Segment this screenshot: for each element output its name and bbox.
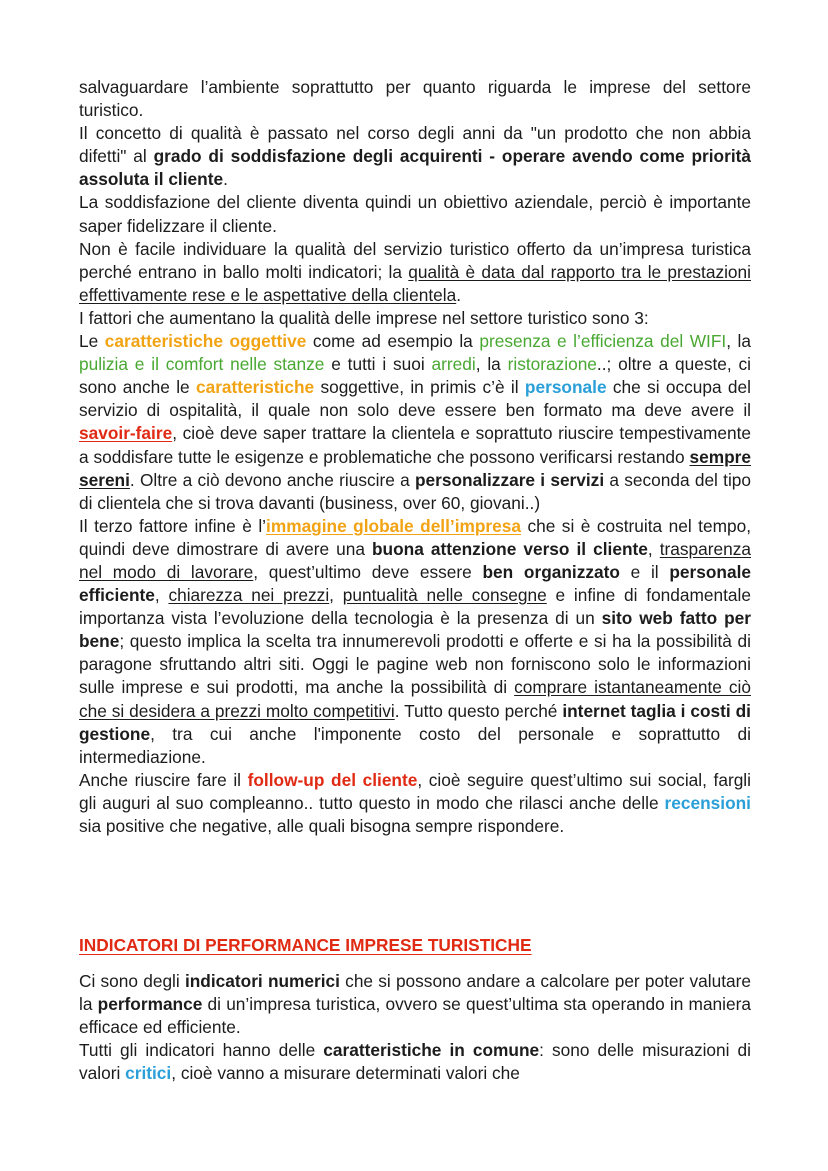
text-run: , la xyxy=(475,354,508,375)
text-run: a seconda del tipo di clientela che si trova davanti (business, over 60, giovani..) xyxy=(79,469,752,513)
text-run: Tutti gli indicatori hanno delle xyxy=(79,1040,324,1061)
document-page xyxy=(79,76,752,1084)
underlined-text: comprare istantaneamente ciò che si desidera a prezzi molto competitivi xyxy=(79,677,751,721)
text-run: , cioè seguire quest’ultimo sui social, fargli gli auguri al suo compleanno.. tutto questo in modo che rilasci anche delle xyxy=(79,769,751,813)
bold-text: ben organizzato xyxy=(482,561,620,582)
bold-text: personalizzare i servizi xyxy=(414,469,605,490)
paragraph-concetto-qualita xyxy=(79,122,751,191)
text-run: , xyxy=(154,585,169,606)
text-run: soggettive, in primis c’è il xyxy=(314,377,525,398)
bold-text: caratteristiche in comune xyxy=(323,1040,540,1061)
text-run: , cioè vanno a misurare determinati valori che xyxy=(171,1063,520,1084)
bold-text: performance xyxy=(97,994,203,1015)
text-run: che si occupa del servizio di ospitalità, il quale non solo deve essere ben formato ma deve avere il xyxy=(79,377,751,421)
text-run: sia positive che negative, alle quali bisogna sempre rispondere. xyxy=(79,816,565,836)
paragraph-indicatori-numerici xyxy=(79,970,751,1039)
text-run: . Tutto questo perché xyxy=(394,700,563,721)
paragraph-fattori xyxy=(79,307,751,330)
underlined-text: puntualità nelle consegne xyxy=(342,585,547,606)
underlined-text: chiarezza nei prezzi xyxy=(168,585,330,606)
bold-text: sito web fatto per bene xyxy=(79,608,751,652)
text-run: come ad esempio la xyxy=(306,331,480,352)
text-run: ..; oltre a queste, ci sono anche le xyxy=(79,354,751,398)
bold-text: internet taglia i costi di gestione xyxy=(79,700,751,744)
text-run: che si è costruita nel tempo, quindi deve dimostrare di avere una xyxy=(79,515,751,559)
paragraph-follow-up xyxy=(79,769,751,838)
text-run: di un’impresa turistica, ovvero se quest’ultima sta operando in maniera efficace ed efficiente. xyxy=(79,994,751,1038)
text-run: La soddisfazione del cliente diventa quindi un obiettivo aziendale, perciò è importante saper fidelizzare il cliente. xyxy=(79,192,751,236)
text-run: salvaguardare l’ambiente soprattutto per quanto riguarda le imprese del settore turistico. xyxy=(79,77,751,121)
highlight-orange: caratteristiche oggettive xyxy=(104,331,307,352)
text-run: , cioè deve saper trattare la clientela e soprattuto riuscire tempestivamente a soddisfare tutte le esigenze e problematiche che possono verificarsi restando xyxy=(79,423,751,467)
text-run: , tra cui anche l'imponente costo del personale e soprattutto di intermediazione. xyxy=(79,723,751,767)
section-heading: INDICATORI DI PERFORMANCE IMPRESE TURISTICHE xyxy=(79,935,532,955)
paragraph-soddisfazione xyxy=(79,191,751,237)
text-run: , xyxy=(647,538,660,559)
highlight-green: arredi xyxy=(431,354,476,375)
text-run: Ci sono degli xyxy=(79,971,185,991)
text-run: . xyxy=(456,284,462,305)
highlight-blue: critici xyxy=(125,1063,172,1084)
text-run: e tutti i suoi xyxy=(324,354,432,375)
highlight-blue: recensioni xyxy=(664,792,751,813)
bold-text: buona attenzione verso il cliente xyxy=(371,538,648,559)
paragraph-caratteristiche xyxy=(79,330,751,515)
text-run: Le xyxy=(79,331,105,352)
paragraph-terzo-fattore xyxy=(79,515,751,769)
highlight-orange: caratteristiche xyxy=(195,377,315,398)
text-run: , quest’ultimo deve essere xyxy=(253,561,483,582)
text-run: che si possono andare a calcolare per poter valutare la xyxy=(79,971,751,1015)
highlight-red: follow-up del cliente xyxy=(247,769,418,790)
text-run: , la xyxy=(726,331,752,352)
text-run: . xyxy=(223,169,228,190)
paragraph-servizio-turistico xyxy=(79,238,751,307)
bold-underlined-text: sereni xyxy=(79,469,130,490)
section-body xyxy=(79,970,751,1085)
bold-underlined-text: sempre xyxy=(689,446,751,467)
highlight-green: ristorazione xyxy=(507,354,597,375)
text-run: Non è facile individuare la qualità del servizio turistico offerto da un’impresa turistica perché entrano in ballo molti indicatori; la xyxy=(79,238,751,282)
paragraph-caratteristiche-comuni xyxy=(79,1039,751,1085)
text-run: e infine di fondamentale importanza vista l’evoluzione della tecnologia è la presenza di un xyxy=(79,585,751,629)
paragraph-ambiente xyxy=(79,76,751,122)
highlight-blue: personale xyxy=(524,377,607,398)
text-run: Anche riuscire fare il xyxy=(79,769,248,790)
text-run: I fattori che aumentano la qualità delle imprese nel settore turistico sono 3: xyxy=(79,307,649,328)
bold-text: personale efficiente xyxy=(79,561,751,606)
text-run: , xyxy=(329,585,343,606)
highlight-green: presenza e l’efficienza del WIFI xyxy=(479,331,727,352)
text-run: e il xyxy=(619,561,670,582)
underlined-text: qualità è data dal rapporto tra le prestazioni effettivamente rese e le aspettative della clientela xyxy=(79,261,751,305)
text-run: : sono delle misurazioni di valori xyxy=(79,1040,751,1084)
text-run: Il terzo fattore infine è l’ xyxy=(79,515,267,536)
highlight-orange: immagine globale dell’impresa xyxy=(266,515,521,536)
highlight-green: pulizia e il comfort nelle stanze xyxy=(79,354,325,375)
text-run: . Oltre a ciò devono anche riuscire a xyxy=(129,469,415,490)
highlight-red: savoir-faire xyxy=(79,423,173,444)
text-run: Il concetto di qualità è passato nel corso degli anni da "un prodotto che non abbia difetti" al xyxy=(79,123,751,167)
text-run: ; questo implica la scelta tra innumerevoli prodotti e offerte e si ha la possibilità di paragone sfruttando altri siti. Oggi le pagine web non forniscono solo le informazioni sulle imprese e sui prodotti, ma anche la possibilità di xyxy=(79,631,751,698)
bold-text: grado di soddisfazione degli acquirenti - operare avendo come priorità assoluta il cliente xyxy=(79,146,751,190)
bold-text: indicatori numerici xyxy=(184,971,340,991)
underlined-text: trasparenza nel modo di lavorare xyxy=(79,538,751,582)
